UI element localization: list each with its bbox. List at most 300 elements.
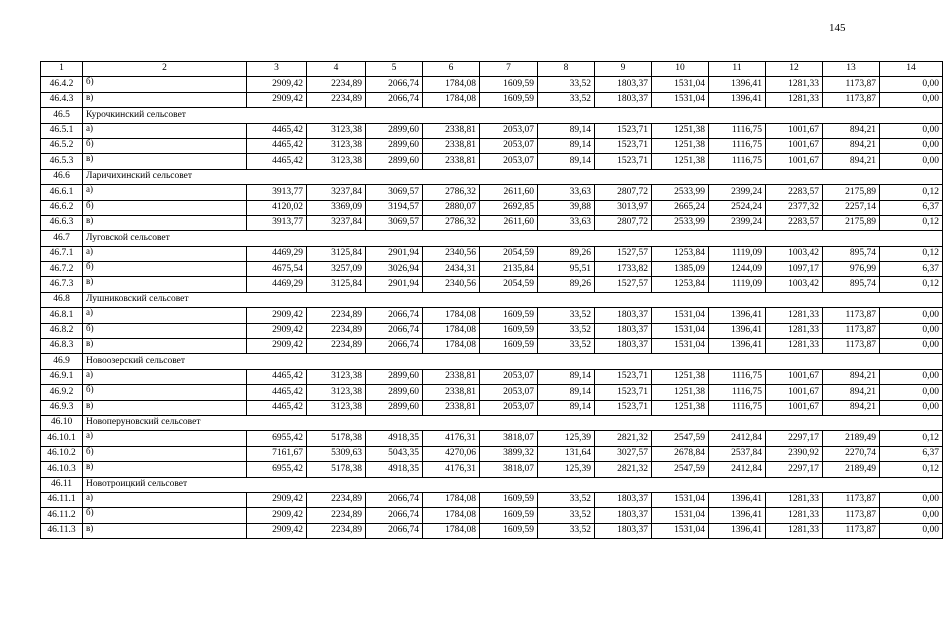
- row-code: 46.7.1: [41, 246, 83, 261]
- value-cell: 2234,89: [307, 323, 366, 338]
- value-cell: 2234,89: [307, 339, 366, 354]
- value-cell: 3899,32: [480, 446, 538, 461]
- table-row: [41, 215, 943, 230]
- value-cell: 2524,24: [709, 200, 766, 215]
- value-cell: 2909,42: [247, 492, 307, 507]
- table-row: [41, 369, 943, 384]
- value-cell: 0,00: [880, 77, 943, 92]
- value-cell: 2899,60: [366, 369, 423, 384]
- value-cell: 1119,09: [709, 246, 766, 261]
- value-cell: 1784,08: [423, 323, 480, 338]
- table-row: [41, 277, 943, 292]
- value-cell: 1396,41: [709, 92, 766, 107]
- value-cell: 3913,77: [247, 185, 307, 200]
- value-cell: 3123,38: [307, 369, 366, 384]
- tariff-table: [40, 61, 943, 539]
- value-cell: 1803,37: [595, 492, 652, 507]
- row-letter: а): [83, 308, 247, 323]
- value-cell: 2053,07: [480, 400, 538, 415]
- value-cell: 7161,67: [247, 446, 307, 461]
- page-number: 145: [829, 22, 846, 34]
- row-code: 46.6.1: [41, 185, 83, 200]
- value-cell: 33,52: [538, 308, 595, 323]
- value-cell: 1523,71: [595, 369, 652, 384]
- value-cell: 2909,42: [247, 339, 307, 354]
- value-cell: 2533,99: [652, 185, 709, 200]
- value-cell: 1609,59: [480, 508, 538, 523]
- value-cell: 1001,67: [766, 400, 823, 415]
- value-cell: 976,99: [823, 262, 880, 277]
- value-cell: 3123,38: [307, 400, 366, 415]
- value-cell: 0,00: [880, 339, 943, 354]
- value-cell: 1784,08: [423, 508, 480, 523]
- value-cell: 2338,81: [423, 369, 480, 384]
- value-cell: 894,21: [823, 400, 880, 415]
- value-cell: 1173,87: [823, 323, 880, 338]
- table-row: [41, 508, 943, 523]
- value-cell: 5178,38: [307, 431, 366, 446]
- value-cell: 1523,71: [595, 154, 652, 169]
- value-cell: 2899,60: [366, 385, 423, 400]
- value-cell: 131,64: [538, 446, 595, 461]
- value-cell: 1803,37: [595, 339, 652, 354]
- table-row: [41, 246, 943, 261]
- section-title: Лушниковский сельсовет: [83, 292, 943, 307]
- value-cell: 2692,85: [480, 200, 538, 215]
- value-cell: 3123,38: [307, 385, 366, 400]
- value-cell: 1385,09: [652, 262, 709, 277]
- value-cell: 1251,38: [652, 138, 709, 153]
- value-cell: 1281,33: [766, 77, 823, 92]
- row-code: 46.5: [41, 108, 83, 123]
- row-code: 46.11.3: [41, 523, 83, 538]
- row-code: 46.4.2: [41, 77, 83, 92]
- value-cell: 2899,60: [366, 400, 423, 415]
- value-cell: 1784,08: [423, 523, 480, 538]
- value-cell: 4176,31: [423, 431, 480, 446]
- value-cell: 1396,41: [709, 308, 766, 323]
- value-cell: 1803,37: [595, 308, 652, 323]
- row-letter: а): [83, 369, 247, 384]
- row-letter: б): [83, 262, 247, 277]
- value-cell: 1803,37: [595, 77, 652, 92]
- value-cell: 4918,35: [366, 431, 423, 446]
- value-cell: 1173,87: [823, 308, 880, 323]
- value-cell: 1173,87: [823, 523, 880, 538]
- value-cell: 1609,59: [480, 339, 538, 354]
- value-cell: 2189,49: [823, 462, 880, 477]
- row-code: 46.7.3: [41, 277, 83, 292]
- value-cell: 1251,38: [652, 400, 709, 415]
- value-cell: 6,37: [880, 446, 943, 461]
- value-cell: 125,39: [538, 431, 595, 446]
- value-cell: 2909,42: [247, 523, 307, 538]
- value-cell: 3027,57: [595, 446, 652, 461]
- table-row: [41, 185, 943, 200]
- table-body: [41, 62, 943, 539]
- section-title: Курочкинский сельсовет: [83, 108, 943, 123]
- value-cell: 1244,09: [709, 262, 766, 277]
- value-cell: 2257,14: [823, 200, 880, 215]
- value-cell: 3237,84: [307, 185, 366, 200]
- value-cell: 3123,38: [307, 123, 366, 138]
- value-cell: 1396,41: [709, 508, 766, 523]
- value-cell: 0,00: [880, 154, 943, 169]
- value-cell: 894,21: [823, 385, 880, 400]
- value-cell: 1523,71: [595, 123, 652, 138]
- value-cell: 2234,89: [307, 92, 366, 107]
- value-cell: 3818,07: [480, 462, 538, 477]
- row-letter: а): [83, 492, 247, 507]
- value-cell: 3069,57: [366, 215, 423, 230]
- value-cell: 6,37: [880, 200, 943, 215]
- row-code: 46.5.2: [41, 138, 83, 153]
- value-cell: 0,00: [880, 385, 943, 400]
- value-cell: 2135,84: [480, 262, 538, 277]
- value-cell: 894,21: [823, 138, 880, 153]
- value-cell: 89,14: [538, 400, 595, 415]
- value-cell: 5309,63: [307, 446, 366, 461]
- value-cell: 895,74: [823, 246, 880, 261]
- row-letter: в): [83, 339, 247, 354]
- value-cell: 1116,75: [709, 138, 766, 153]
- value-cell: 2412,84: [709, 431, 766, 446]
- value-cell: 0,00: [880, 523, 943, 538]
- section-title: Луговской сельсовет: [83, 231, 943, 246]
- table-row: [41, 492, 943, 507]
- value-cell: 2678,84: [652, 446, 709, 461]
- value-cell: 1609,59: [480, 77, 538, 92]
- value-cell: 2234,89: [307, 508, 366, 523]
- value-cell: 3013,97: [595, 200, 652, 215]
- value-cell: 1251,38: [652, 154, 709, 169]
- value-cell: 0,00: [880, 508, 943, 523]
- value-cell: 1784,08: [423, 77, 480, 92]
- value-cell: 1527,57: [595, 246, 652, 261]
- row-letter: б): [83, 138, 247, 153]
- value-cell: 3913,77: [247, 215, 307, 230]
- column-header: 12: [766, 62, 823, 77]
- row-code: 46.6.3: [41, 215, 83, 230]
- value-cell: 1531,04: [652, 77, 709, 92]
- value-cell: 2909,42: [247, 308, 307, 323]
- column-header: 7: [480, 62, 538, 77]
- row-letter: в): [83, 523, 247, 538]
- row-code: 46.9: [41, 354, 83, 369]
- value-cell: 2611,60: [480, 215, 538, 230]
- value-cell: 2066,74: [366, 92, 423, 107]
- value-cell: 1173,87: [823, 339, 880, 354]
- value-cell: 2053,07: [480, 123, 538, 138]
- row-code: 46.9.3: [41, 400, 83, 415]
- section-row: [41, 169, 943, 184]
- value-cell: 3026,94: [366, 262, 423, 277]
- value-cell: 4469,29: [247, 277, 307, 292]
- row-code: 46.8.3: [41, 339, 83, 354]
- row-code: 46.11.2: [41, 508, 83, 523]
- value-cell: 33,52: [538, 523, 595, 538]
- value-cell: 4176,31: [423, 462, 480, 477]
- row-letter: б): [83, 508, 247, 523]
- value-cell: 0,00: [880, 369, 943, 384]
- value-cell: 33,52: [538, 92, 595, 107]
- row-letter: б): [83, 77, 247, 92]
- value-cell: 125,39: [538, 462, 595, 477]
- value-cell: 894,21: [823, 369, 880, 384]
- value-cell: 0,00: [880, 92, 943, 107]
- value-cell: 2175,89: [823, 185, 880, 200]
- value-cell: 0,00: [880, 400, 943, 415]
- value-cell: 2234,89: [307, 492, 366, 507]
- value-cell: 2340,56: [423, 277, 480, 292]
- value-cell: 1253,84: [652, 277, 709, 292]
- column-header: 2: [83, 62, 247, 77]
- value-cell: 1527,57: [595, 277, 652, 292]
- value-cell: 33,63: [538, 185, 595, 200]
- table-row: [41, 462, 943, 477]
- value-cell: 1531,04: [652, 92, 709, 107]
- row-letter: а): [83, 123, 247, 138]
- value-cell: 2807,72: [595, 215, 652, 230]
- value-cell: 89,14: [538, 385, 595, 400]
- table-row: [41, 400, 943, 415]
- value-cell: 1396,41: [709, 339, 766, 354]
- row-code: 46.11.1: [41, 492, 83, 507]
- value-cell: 0,00: [880, 492, 943, 507]
- value-cell: 1116,75: [709, 400, 766, 415]
- value-cell: 4465,42: [247, 400, 307, 415]
- value-cell: 1173,87: [823, 77, 880, 92]
- row-code: 46.7: [41, 231, 83, 246]
- row-letter: в): [83, 462, 247, 477]
- value-cell: 2399,24: [709, 185, 766, 200]
- row-letter: б): [83, 385, 247, 400]
- section-row: [41, 108, 943, 123]
- value-cell: 2297,17: [766, 462, 823, 477]
- section-row: [41, 231, 943, 246]
- value-cell: 5178,38: [307, 462, 366, 477]
- value-cell: 2066,74: [366, 323, 423, 338]
- value-cell: 33,63: [538, 215, 595, 230]
- value-cell: 2066,74: [366, 508, 423, 523]
- value-cell: 1803,37: [595, 92, 652, 107]
- value-cell: 2899,60: [366, 154, 423, 169]
- table-row: [41, 339, 943, 354]
- row-letter: в): [83, 215, 247, 230]
- value-cell: 1003,42: [766, 277, 823, 292]
- value-cell: 3369,09: [307, 200, 366, 215]
- value-cell: 2412,84: [709, 462, 766, 477]
- value-cell: 33,52: [538, 508, 595, 523]
- value-cell: 2899,60: [366, 123, 423, 138]
- value-cell: 2786,32: [423, 185, 480, 200]
- section-row: [41, 292, 943, 307]
- value-cell: 1531,04: [652, 308, 709, 323]
- header-row: [41, 62, 943, 77]
- value-cell: 1253,84: [652, 246, 709, 261]
- value-cell: 2807,72: [595, 185, 652, 200]
- value-cell: 1609,59: [480, 308, 538, 323]
- value-cell: 1251,38: [652, 369, 709, 384]
- value-cell: 2665,24: [652, 200, 709, 215]
- value-cell: 1281,33: [766, 308, 823, 323]
- value-cell: 3125,84: [307, 277, 366, 292]
- value-cell: 1531,04: [652, 339, 709, 354]
- value-cell: 2053,07: [480, 154, 538, 169]
- table-row: [41, 123, 943, 138]
- value-cell: 3237,84: [307, 215, 366, 230]
- value-cell: 2234,89: [307, 308, 366, 323]
- value-cell: 89,14: [538, 154, 595, 169]
- row-code: 46.6.2: [41, 200, 83, 215]
- value-cell: 2338,81: [423, 385, 480, 400]
- value-cell: 2901,94: [366, 246, 423, 261]
- value-cell: 1784,08: [423, 492, 480, 507]
- table-row: [41, 200, 943, 215]
- value-cell: 2537,84: [709, 446, 766, 461]
- row-code: 46.10.3: [41, 462, 83, 477]
- table-row: [41, 446, 943, 461]
- value-cell: 89,26: [538, 246, 595, 261]
- column-header: 13: [823, 62, 880, 77]
- value-cell: 2547,59: [652, 431, 709, 446]
- row-letter: в): [83, 277, 247, 292]
- value-cell: 4465,42: [247, 123, 307, 138]
- column-header: 9: [595, 62, 652, 77]
- value-cell: 2340,56: [423, 246, 480, 261]
- table-row: [41, 154, 943, 169]
- row-code: 46.10.1: [41, 431, 83, 446]
- row-letter: в): [83, 92, 247, 107]
- value-cell: 2066,74: [366, 492, 423, 507]
- value-cell: 2909,42: [247, 77, 307, 92]
- row-code: 46.11: [41, 477, 83, 492]
- value-cell: 6,37: [880, 262, 943, 277]
- value-cell: 3069,57: [366, 185, 423, 200]
- section-title: Ларичихинский сельсовет: [83, 169, 943, 184]
- row-code: 46.8: [41, 292, 83, 307]
- value-cell: 3125,84: [307, 246, 366, 261]
- section-row: [41, 354, 943, 369]
- value-cell: 4469,29: [247, 246, 307, 261]
- value-cell: 2338,81: [423, 400, 480, 415]
- value-cell: 33,52: [538, 77, 595, 92]
- value-cell: 2066,74: [366, 523, 423, 538]
- value-cell: 4918,35: [366, 462, 423, 477]
- section-title: Новоозерский сельсовет: [83, 354, 943, 369]
- value-cell: 1001,67: [766, 123, 823, 138]
- value-cell: 1281,33: [766, 508, 823, 523]
- value-cell: 2786,32: [423, 215, 480, 230]
- value-cell: 1523,71: [595, 400, 652, 415]
- value-cell: 1001,67: [766, 385, 823, 400]
- value-cell: 1784,08: [423, 339, 480, 354]
- value-cell: 95,51: [538, 262, 595, 277]
- value-cell: 1281,33: [766, 492, 823, 507]
- row-code: 46.7.2: [41, 262, 83, 277]
- value-cell: 0,12: [880, 462, 943, 477]
- value-cell: 33,52: [538, 492, 595, 507]
- value-cell: 1003,42: [766, 246, 823, 261]
- value-cell: 33,52: [538, 323, 595, 338]
- value-cell: 3194,57: [366, 200, 423, 215]
- value-cell: 2283,57: [766, 185, 823, 200]
- value-cell: 2547,59: [652, 462, 709, 477]
- value-cell: 1784,08: [423, 92, 480, 107]
- value-cell: 1396,41: [709, 323, 766, 338]
- value-cell: 2909,42: [247, 323, 307, 338]
- row-code: 46.10: [41, 415, 83, 430]
- value-cell: 2189,49: [823, 431, 880, 446]
- value-cell: 1173,87: [823, 92, 880, 107]
- value-cell: 1609,59: [480, 492, 538, 507]
- value-cell: 3123,38: [307, 154, 366, 169]
- value-cell: 2338,81: [423, 154, 480, 169]
- column-header: 3: [247, 62, 307, 77]
- value-cell: 2909,42: [247, 508, 307, 523]
- value-cell: 1001,67: [766, 138, 823, 153]
- value-cell: 2066,74: [366, 339, 423, 354]
- value-cell: 4270,06: [423, 446, 480, 461]
- row-code: 46.8.1: [41, 308, 83, 323]
- value-cell: 1733,82: [595, 262, 652, 277]
- row-code: 46.8.2: [41, 323, 83, 338]
- value-cell: 1396,41: [709, 77, 766, 92]
- value-cell: 1173,87: [823, 508, 880, 523]
- section-title: Новотроицкий сельсовет: [83, 477, 943, 492]
- value-cell: 2390,92: [766, 446, 823, 461]
- value-cell: 1173,87: [823, 492, 880, 507]
- value-cell: 6955,42: [247, 462, 307, 477]
- value-cell: 1531,04: [652, 523, 709, 538]
- value-cell: 4465,42: [247, 385, 307, 400]
- row-code: 46.5.3: [41, 154, 83, 169]
- value-cell: 2909,42: [247, 92, 307, 107]
- value-cell: 1396,41: [709, 523, 766, 538]
- value-cell: 2297,17: [766, 431, 823, 446]
- value-cell: 3123,38: [307, 138, 366, 153]
- row-letter: а): [83, 185, 247, 200]
- column-header: 8: [538, 62, 595, 77]
- table-row: [41, 308, 943, 323]
- value-cell: 2899,60: [366, 138, 423, 153]
- value-cell: 2533,99: [652, 215, 709, 230]
- value-cell: 0,00: [880, 123, 943, 138]
- value-cell: 1609,59: [480, 523, 538, 538]
- value-cell: 2880,07: [423, 200, 480, 215]
- value-cell: 5043,35: [366, 446, 423, 461]
- row-code: 46.4.3: [41, 92, 83, 107]
- value-cell: 894,21: [823, 123, 880, 138]
- value-cell: 4465,42: [247, 138, 307, 153]
- row-letter: б): [83, 446, 247, 461]
- value-cell: 0,12: [880, 185, 943, 200]
- value-cell: 1001,67: [766, 154, 823, 169]
- column-header: 11: [709, 62, 766, 77]
- value-cell: 2066,74: [366, 77, 423, 92]
- value-cell: 2234,89: [307, 77, 366, 92]
- value-cell: 2399,24: [709, 215, 766, 230]
- value-cell: 1803,37: [595, 508, 652, 523]
- value-cell: 2338,81: [423, 138, 480, 153]
- value-cell: 0,12: [880, 431, 943, 446]
- value-cell: 2821,32: [595, 462, 652, 477]
- value-cell: 1116,75: [709, 385, 766, 400]
- value-cell: 2053,07: [480, 369, 538, 384]
- value-cell: 0,12: [880, 215, 943, 230]
- value-cell: 0,00: [880, 138, 943, 153]
- value-cell: 1531,04: [652, 323, 709, 338]
